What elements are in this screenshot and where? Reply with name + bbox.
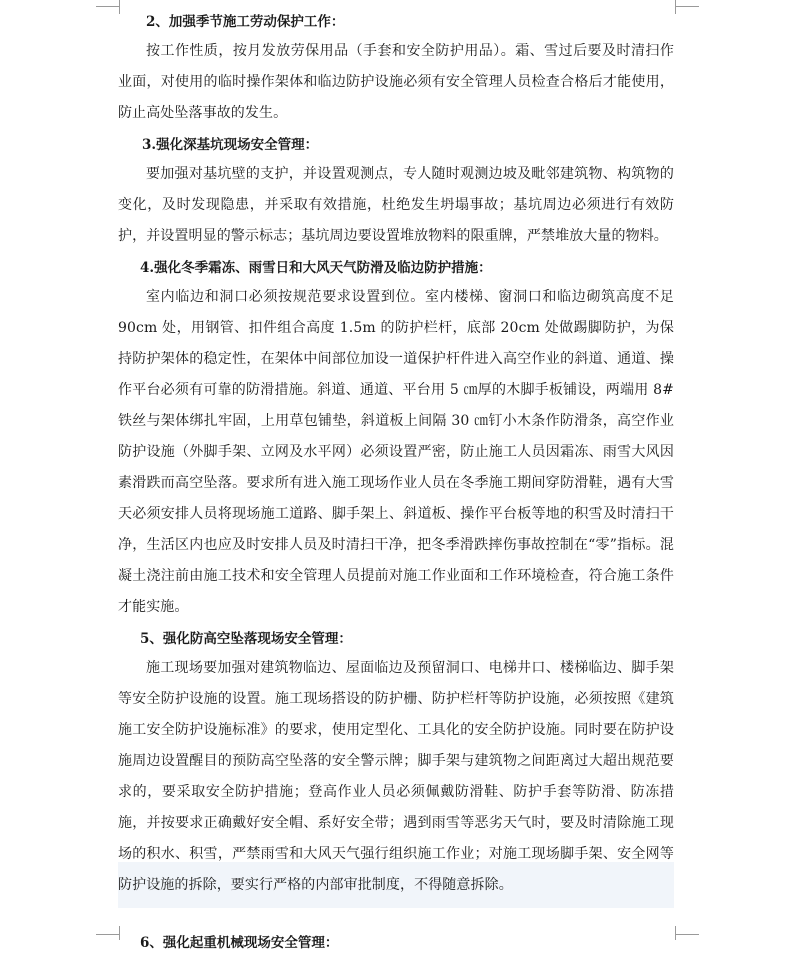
section-heading: 2、加强季节施工劳动保护工作：: [146, 14, 345, 30]
crop-mark-bottom-left: [96, 934, 120, 935]
section-4: [118, 254, 674, 623]
section-paragraph: 施工现场要加强对建筑物临边、屋面临边及预留洞口、电梯井口、楼梯临边、脚手架等安全防护设施的设置。施工现场搭设的防护栅、防护栏杆等防护设施，必须按照《建筑施工安全防护设施标准》的要求，使用定型化、工具化的安全防护设施。同时要在防护设施周边设置醒目的预防高空坠落的安全警示牌；脚手架与建筑物之间距离过大超出规范要求的，要采取安全防护措施；登高作业人员必须佩戴防滑鞋、防护手套等防滑、防冻措施，并按要求正确戴好安全帽、系好安全带；遇到雨雪等恶劣天气时，要及时清除施工现场的积水、积雪，严禁雨雪和大风天气强行组织施工作业；对施工现场脚手架、安全网等防护设施的拆除，要实行严格的内部审批制度，不得随意拆除。: [118, 660, 674, 893]
crop-mark-top-left: [96, 6, 120, 7]
section-2: [118, 8, 674, 129]
crop-mark-bottom-right: [675, 934, 699, 935]
section-paragraph: 按工作性质，按月发放劳保用品（手套和安全防护用品）。霜、雪过后要及时清扫作业面，对使用的临时操作架体和临边防护设施必须有安全管理人员检查合格后才能使用，防止高处坠落事故的发生。: [118, 43, 674, 121]
section-heading: 3.强化深基坑现场安全管理：: [142, 137, 319, 153]
section-paragraph: 要加强对基坑壁的支护，并设置观测点，专人随时观测边坡及毗邻建筑物、构筑物的变化，及时发现隐患，并采取有效措施，杜绝发生坍塌事故；基坑周边必须进行有效防护，并设置明显的警示标志；基坑周边要设置堆放物料的限重牌，严禁堆放大量的物料。: [118, 166, 674, 244]
section-6: [118, 929, 674, 957]
section-3: [118, 131, 674, 252]
section-heading: 4.强化冬季霜冻、雨雪日和大风天气防滑及临边防护措施：: [140, 260, 492, 276]
section-heading: 6、强化起重机械现场安全管理：: [140, 935, 339, 951]
crop-mark-bottom-right-v: [675, 926, 676, 940]
crop-mark-top-right-v: [675, 0, 676, 14]
section-5: [118, 625, 674, 901]
crop-mark-top-right: [675, 6, 699, 7]
document-body: [118, 8, 674, 957]
section-paragraph: 室内临边和洞口必须按规范要求设置到位。室内楼梯、窗洞口和临边砌筑高度不足 90cm 处，用钢管、扣件组合高度 1.5m 的防护栏杆，底部 20cm 处做踢脚防护，为保持防护架体的稳定性，在架体中间部位加设一道保护杆件进入高空作业的斜道、通道、操作平台必须有可靠的防滑措施。斜道、通道、平台用 5 ㎝厚的木脚手板铺设，两端用 8#铁丝与架体绑扎牢固，上用草包铺垫，斜道板上间隔 30 ㎝钉小木条作防滑条，高空作业防护设施（外脚手架、立网及水平网）必须设置严密，防止施工人员因霜冻、雨雪大风因素滑跌而高空坠落。要求所有进入施工现场作业人员在冬季施工期间穿防滑鞋，遇有大雪天必须安排人员将现场施工道路、脚手架上、斜道板、操作平台板等地的积雪及时清扫干净，生活区内也应及时安排人员及时清扫干净，把冬季滑跌摔伤事故控制在“零”指标。混凝土浇注前由施工技术和安全管理人员提前对施工作业面和工作环境检查，符合施工条件才能实施。: [118, 289, 674, 615]
section-heading: 5、强化防高空坠落现场安全管理：: [140, 631, 352, 647]
